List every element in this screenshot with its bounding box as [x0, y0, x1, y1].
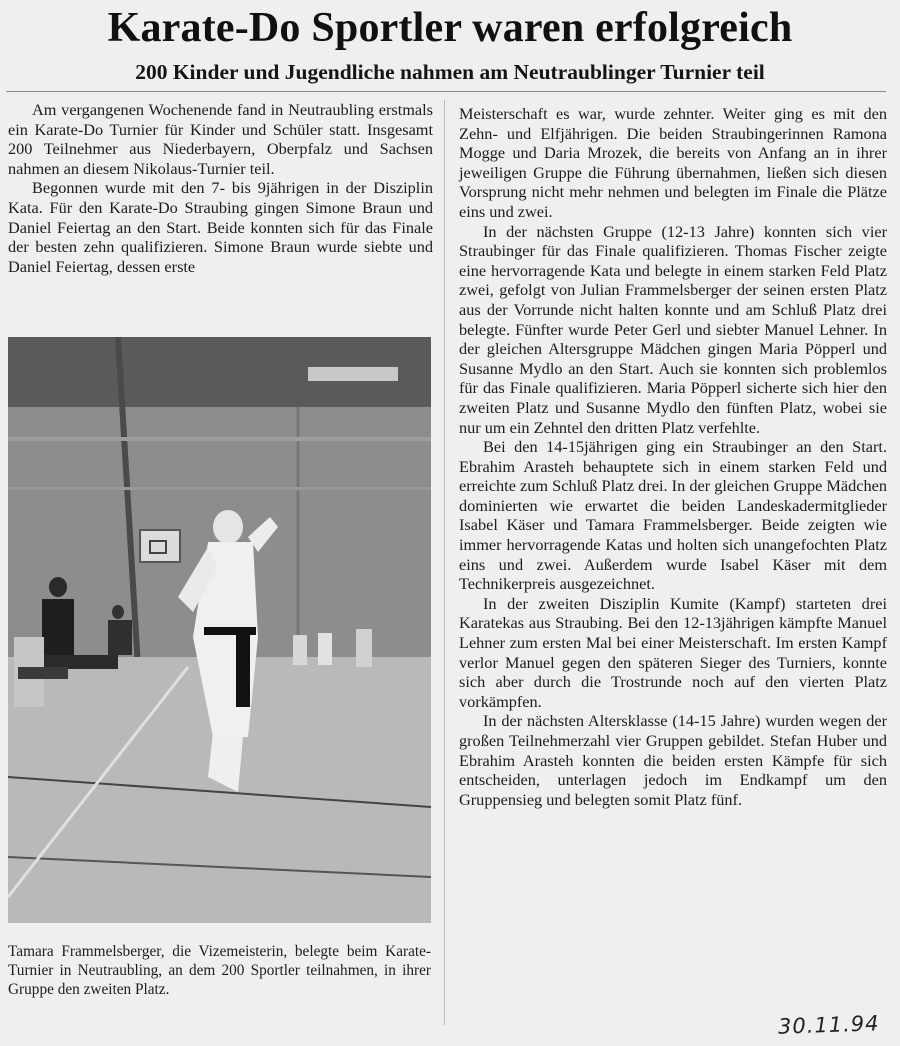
paragraph: Meisterschaft es war, wurde zehnter. Weiter ging es mit den Zehn- und Elfjährigen. Die beiden Straubingerinnen Ramona Mogge und Daria Mrozek, die bereits von Anfang an in ihrer jeweiligen Gruppe die Führung übernahmen, ließen sich diesen Vorsprung nicht mehr nehmen und belegten im Finale die Plätze eins und zwei. — [459, 104, 887, 221]
paragraph: Begonnen wurde mit den 7- bis 9jährigen in der Disziplin Kata. Für den Karate-Do Straubing gingen Simone Braun und Daniel Feiertag an den Start. Beide konnten sich für das Finale der besten zehn qualifizieren. Simone Braun wurde siebte und Daniel Feiertag, dessen erste — [8, 178, 433, 276]
handwritten-date: 30.11.94 — [777, 1011, 880, 1039]
column-divider — [444, 100, 445, 1025]
headline: Karate-Do Sportler waren erfolgreich — [107, 5, 793, 51]
paragraph: In der zweiten Disziplin Kumite (Kampf) starteten drei Karatekas aus Straubing. Bei den 12-13jährigen kämpfte Manuel Lehner zum ersten Mal bei einer Meisterschaft. Im ersten Kampf verlor Manuel gegen den späteren Sieger des Turniers, konnte sich aber durch die Trostrunde noch auf den vierten Platz vorkämpfen. — [459, 593, 887, 711]
right-column-text — [459, 104, 887, 809]
karate-photo — [8, 337, 431, 923]
subheadline: 200 Kinder und Jugendliche nahmen am Neutraublinger Turnier teil — [135, 60, 765, 84]
left-column-text — [8, 100, 433, 276]
paragraph: In der nächsten Gruppe (12-13 Jahre) konnten sich vier Straubinger für das Finale qualifizieren. Thomas Fischer zeigte eine hervorragende Kata und belegte in einem starken Feld Platz zwei, gefolgt von Julian Frammelsberger der seinen ersten Platz aus der Vorrunde nicht halten konnte und am Schluß Platz drei belegte. Fünfter wurde Peter Gerl und siebter Manuel Lehner. In der gleichen Altersgruppe Mädchen gingen Maria Pöpperl und Susanne Mydlo an den Start. Auch sie konnten sich problemlos für das Finale qualifizieren. Maria Pöpperl sicherte sich hier den zweiten Platz und Susanne Mydlo den fünften Platz, wobei sie nur um ein Zehntel den dritten Platz verfehlte. — [459, 221, 887, 437]
paragraph: Bei den 14-15jährigen ging ein Straubinger an den Start. Ebrahim Arasteh behauptete sich in einem starken Feld und erreichte zum Schluß Platz drei. In der gleichen Gruppe Mädchen dominierten wie erwartet die beiden Landeskadermitglieder Isabel Käser und Tamara Frammelsberger. Beide zeigten wie immer hervorragende Katas und holten sich unangefochten Platz eins und zwei. Außerdem wurde Isabel Käser mit dem Technikerpreis ausgezeichnet. — [459, 437, 887, 594]
paragraph: In der nächsten Altersklasse (14-15 Jahre) wurden wegen der großen Teilnehmerzahl vier Gruppen gebildet. Stefan Huber und Ebrahim Arasteh konnten die beiden ersten Kämpfe für sich entscheiden, unterlagen jedoch im Endkampf um den Gruppensieg und belegten somit Platz fünf. — [459, 711, 887, 809]
paragraph: Am vergangenen Wochenende fand in Neutraubling erstmals ein Karate-Do Turnier für Kinder und Schüler statt. Insgesamt 200 Teilnehmer aus Niederbayern, Oberpfalz und Sachsen nahmen an diesem Nikolaus-Turnier teil. — [8, 100, 433, 178]
photo-caption: Tamara Frammelsberger, die Vizemeisterin, belegte beim Karate-Turnier in Neutraubling, an dem 200 Sportler teilnahmen, in ihrer Gruppe den zweiten Platz. — [8, 943, 431, 998]
header-rule — [6, 91, 886, 92]
